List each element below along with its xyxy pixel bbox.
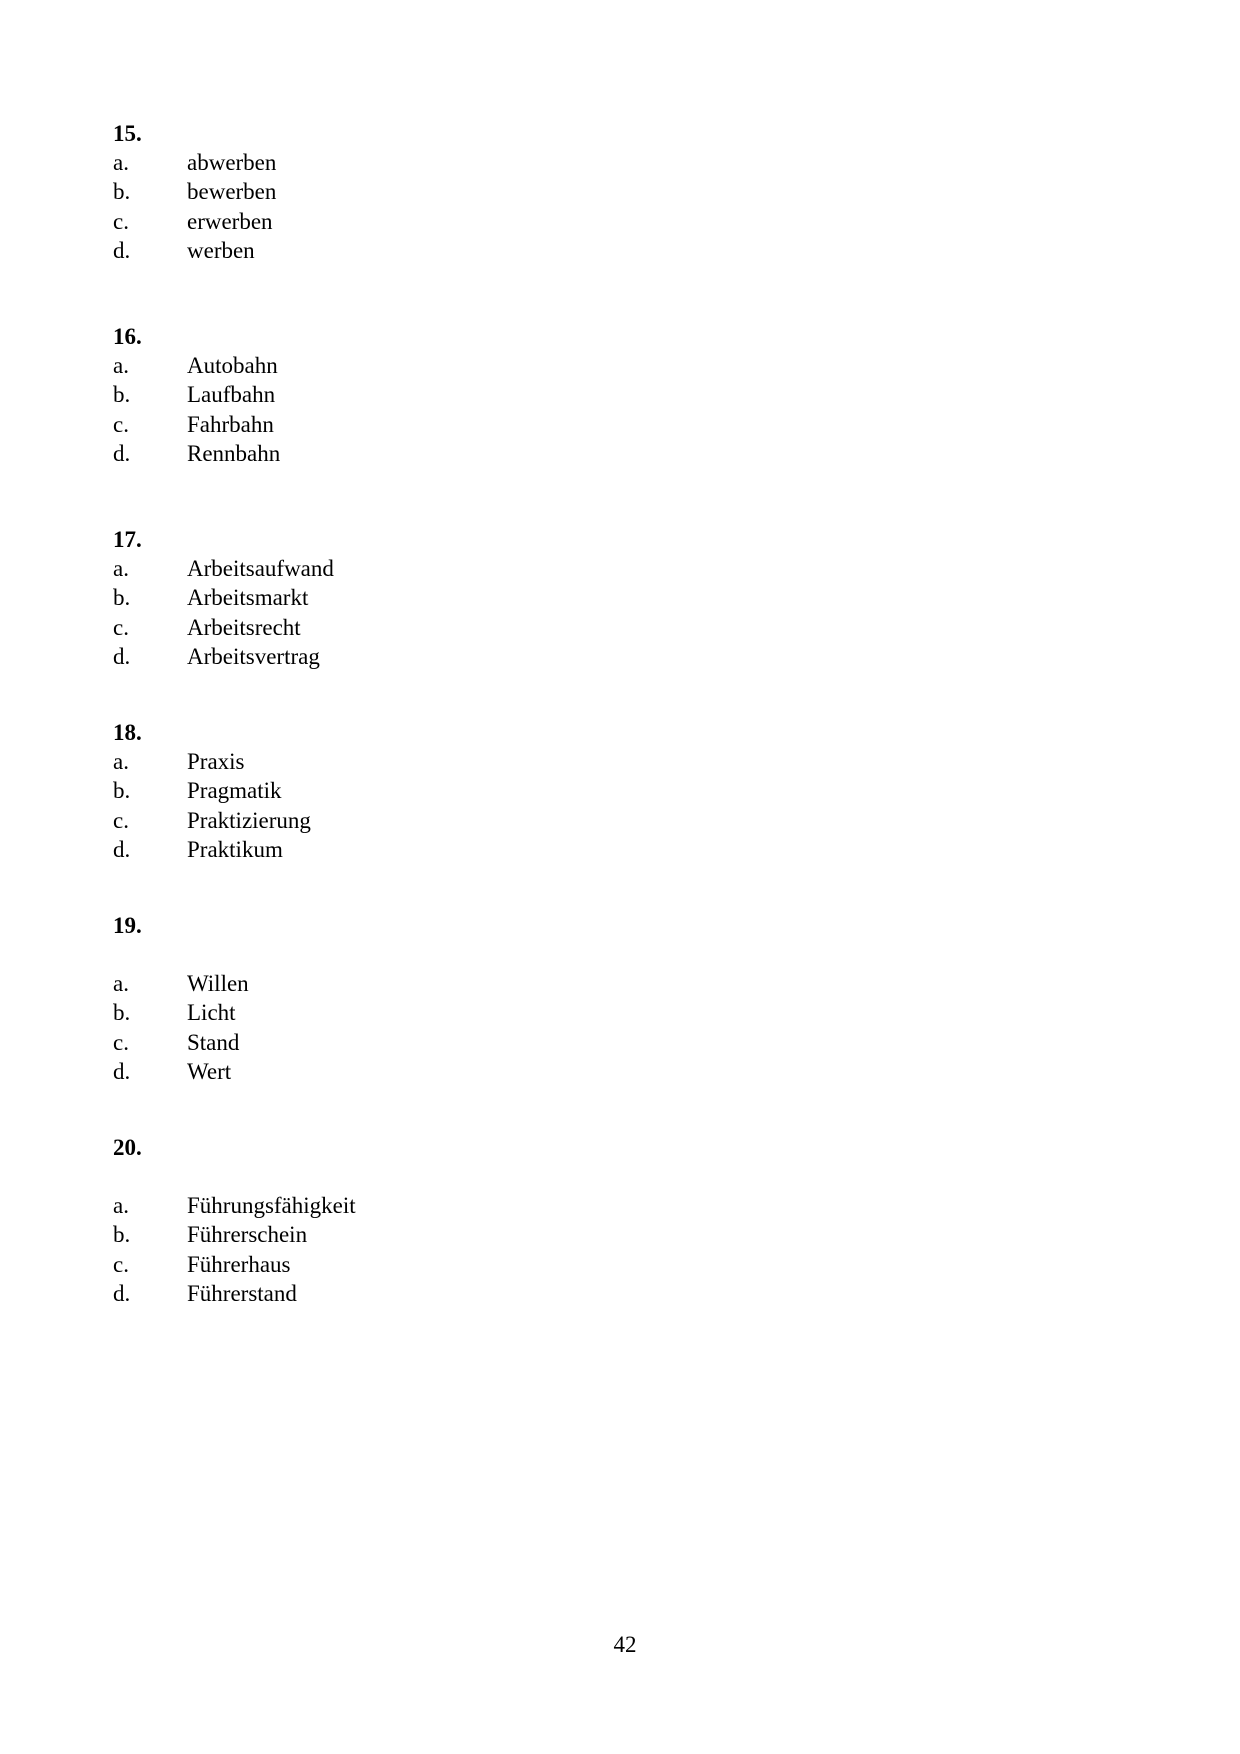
option-text: bewerben xyxy=(187,179,277,205)
option-text: Licht xyxy=(187,1000,236,1026)
option-letter: a. xyxy=(113,971,129,996)
question-17 xyxy=(113,525,334,671)
question-number: 20. xyxy=(113,1135,142,1160)
answer-option xyxy=(113,835,311,864)
answer-option xyxy=(113,776,311,805)
option-letter: c. xyxy=(113,807,129,833)
option-text: Führerhaus xyxy=(187,1251,291,1277)
answer-option xyxy=(113,613,334,642)
option-letter: b. xyxy=(113,1222,131,1248)
answer-option xyxy=(113,969,249,998)
question-20 xyxy=(113,1133,356,1308)
option-letter: d. xyxy=(113,643,131,669)
option-letter: b. xyxy=(113,778,131,804)
option-text: Arbeitsvertrag xyxy=(187,643,320,669)
option-letter: b. xyxy=(113,1000,131,1026)
option-text: Führerstand xyxy=(187,1280,297,1306)
question-number: 18. xyxy=(113,720,142,745)
option-letter: a. xyxy=(113,1193,129,1218)
option-letter: a. xyxy=(113,150,129,175)
answer-option xyxy=(113,642,334,671)
option-letter: c. xyxy=(113,208,129,234)
option-letter: a. xyxy=(113,556,129,581)
answer-option xyxy=(113,583,334,612)
answer-option xyxy=(113,148,276,177)
answer-option xyxy=(113,380,280,409)
option-text: werben xyxy=(187,237,255,263)
answer-option xyxy=(113,747,311,776)
answer-option xyxy=(113,998,249,1027)
option-text: Arbeitsmarkt xyxy=(187,585,309,611)
answer-option xyxy=(113,1279,356,1308)
option-letter: c. xyxy=(113,411,129,437)
option-letter: d. xyxy=(113,1280,131,1306)
answer-option xyxy=(113,236,276,265)
question-number: 16. xyxy=(113,324,142,349)
option-text: Praktizierung xyxy=(187,807,311,833)
question-number: 17. xyxy=(113,527,142,552)
option-text: Führungsfähigkeit xyxy=(187,1193,356,1218)
question-number: 19. xyxy=(113,913,142,938)
question-number: 15. xyxy=(113,121,142,146)
answer-option xyxy=(113,351,280,380)
question-16 xyxy=(113,322,280,468)
answer-option xyxy=(113,554,334,583)
option-letter: d. xyxy=(113,836,131,862)
option-text: erwerben xyxy=(187,208,273,234)
answer-option xyxy=(113,1191,356,1220)
option-text: Wert xyxy=(187,1058,232,1084)
answer-option xyxy=(113,177,276,206)
answer-option xyxy=(113,806,311,835)
answer-option xyxy=(113,1250,356,1279)
answer-option xyxy=(113,1220,356,1249)
option-letter: c. xyxy=(113,1251,129,1277)
option-text: abwerben xyxy=(187,150,277,175)
option-letter: a. xyxy=(113,353,129,378)
option-letter: b. xyxy=(113,382,131,408)
option-text: Arbeitsaufwand xyxy=(187,556,334,581)
answer-option xyxy=(113,1057,249,1086)
option-letter: b. xyxy=(113,179,131,205)
option-text: Führerschein xyxy=(187,1222,308,1248)
option-letter: d. xyxy=(113,237,131,263)
option-text: Praxis xyxy=(187,749,245,774)
option-text: Stand xyxy=(187,1029,240,1055)
option-text: Pragmatik xyxy=(187,778,282,804)
option-text: Arbeitsrecht xyxy=(187,614,301,640)
option-letter: a. xyxy=(113,749,129,774)
answer-option xyxy=(113,439,280,468)
option-text: Fahrbahn xyxy=(187,411,274,437)
option-text: Willen xyxy=(187,971,249,996)
option-letter: d. xyxy=(113,440,131,466)
option-text: Rennbahn xyxy=(187,440,281,466)
option-letter: c. xyxy=(113,614,129,640)
option-letter: b. xyxy=(113,585,131,611)
option-text: Autobahn xyxy=(187,353,278,378)
option-letter: d. xyxy=(113,1058,131,1084)
option-text: Praktikum xyxy=(187,836,283,862)
question-18 xyxy=(113,718,311,864)
answer-option xyxy=(113,1028,249,1057)
page-number: 42 xyxy=(613,1632,637,1657)
answer-option xyxy=(113,410,280,439)
question-15 xyxy=(113,119,276,265)
answer-option xyxy=(113,207,276,236)
option-letter: c. xyxy=(113,1029,129,1055)
option-text: Laufbahn xyxy=(187,382,276,408)
question-19 xyxy=(113,911,249,1086)
